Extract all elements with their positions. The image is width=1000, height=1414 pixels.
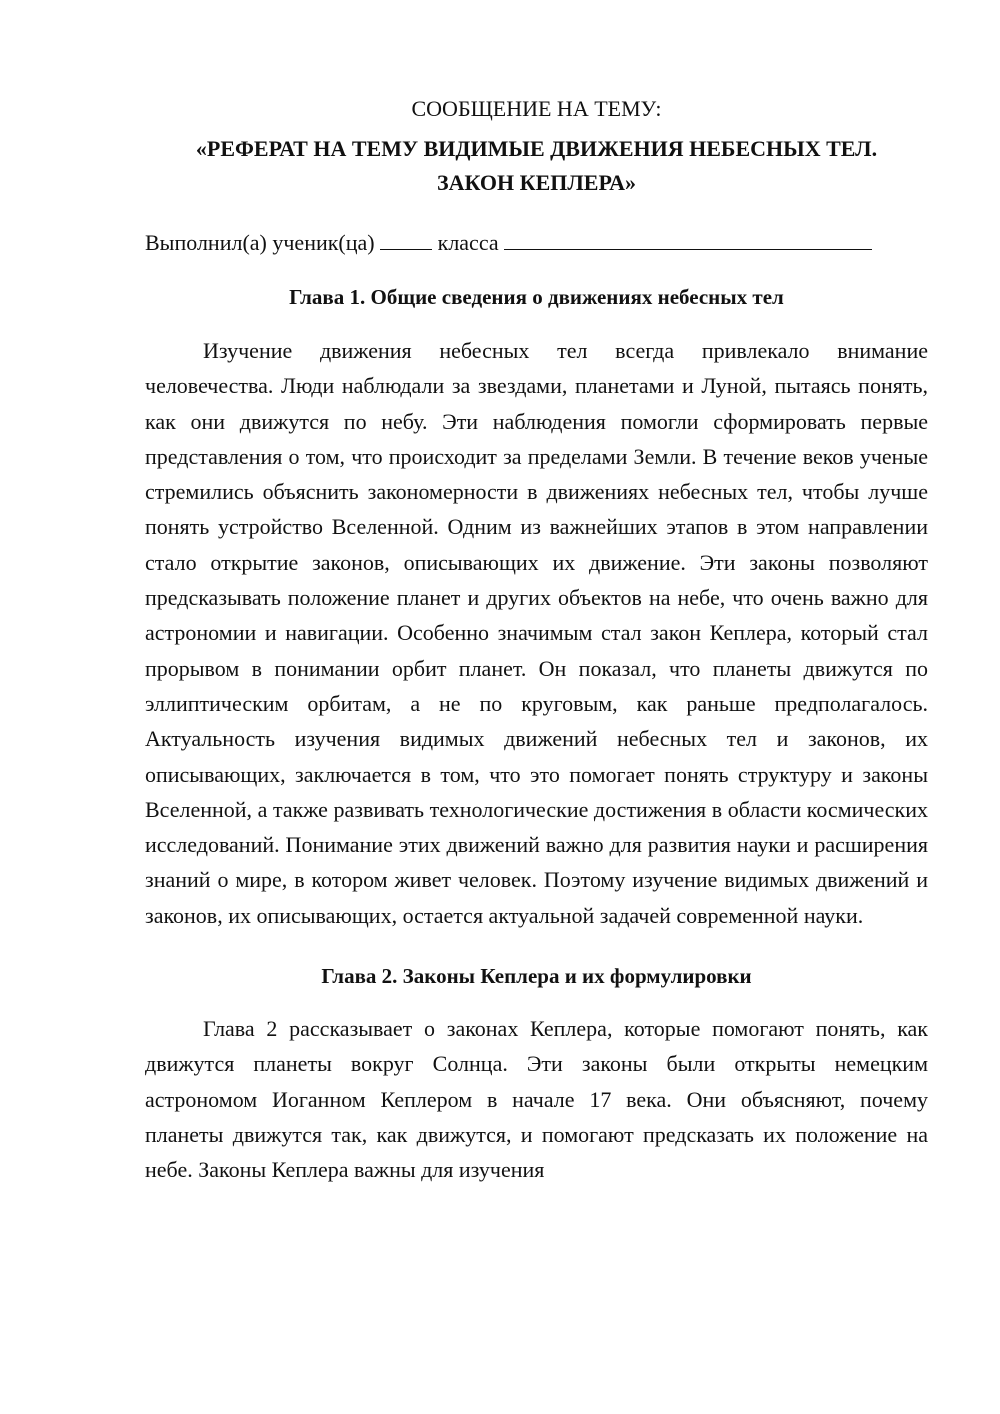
student-name-blank bbox=[504, 227, 872, 250]
document-title bbox=[145, 132, 928, 200]
performer-prefix: Выполнил(а) ученик(ца) bbox=[145, 230, 375, 255]
class-number-blank bbox=[380, 227, 432, 250]
performer-line bbox=[145, 226, 928, 260]
performer-class-label: класса bbox=[437, 230, 499, 255]
title-line-1: «РЕФЕРАТ НА ТЕМУ ВИДИМЫЕ ДВИЖЕНИЯ НЕБЕСНЫХ ТЕЛ. bbox=[195, 136, 878, 161]
document-page bbox=[145, 92, 928, 1188]
chapter-1-heading: Глава 1. Общие сведения о движениях небесных тел bbox=[289, 285, 784, 309]
chapter-2-heading: Глава 2. Законы Кеплера и их формулировки bbox=[321, 964, 752, 989]
document-header: СООБЩЕНИЕ НА ТЕМУ: bbox=[411, 96, 662, 121]
title-line-2: ЗАКОН КЕПЛЕРА» bbox=[437, 170, 636, 195]
chapter-1-paragraph: Изучение движения небесных тел всегда привлекало внимание человечества. Люди наблюдали за звездами, планетами и Луной, пытаясь понять, как они движутся по небу. Эти наблюдения помогли сформировать первые представления о том, что происходит за пределами Земли. В течение веков ученые стремились объяснить закономерности в движениях небесных тел, чтобы лучше понять устройство Вселенной. Одним из важнейших этапов в этом направлении стало открытие законов, описывающих их движение. Эти законы позволяют предсказывать положение планет и других объектов на небе, что очень важно для астрономии и навигации. Особенно значимым стал закон Кеплера, который стал прорывом в понимании орбит планет. Он показал, что планеты движутся по эллиптическим орбитам, а не по круговым, как раньше предполагалось. Актуальность изучения видимых движений небесных тел и законов, их описывающих, заключается в том, что это помогает понять структуру и законы Вселенной, а также развивать технологические достижения в области космических исследований. Понимание этих движений важно для развития науки и расширения знаний о мире, в котором живет человек. Поэтому изучение видимых движений и законов, их описывающих, остается актуальной задачей современной науки. bbox=[145, 338, 928, 928]
chapter-2-paragraph: Глава 2 рассказывает о законах Кеплера, которые помогают понять, как движутся планеты вокруг Солнца. Эти законы были открыты немецким астрономом Иоганном Кеплером в начале 17 века. Они объясняют, почему планеты движутся так, как движутся, и помогают предсказать их положение на небе. Законы Кеплера важны для изучения bbox=[145, 1016, 928, 1183]
